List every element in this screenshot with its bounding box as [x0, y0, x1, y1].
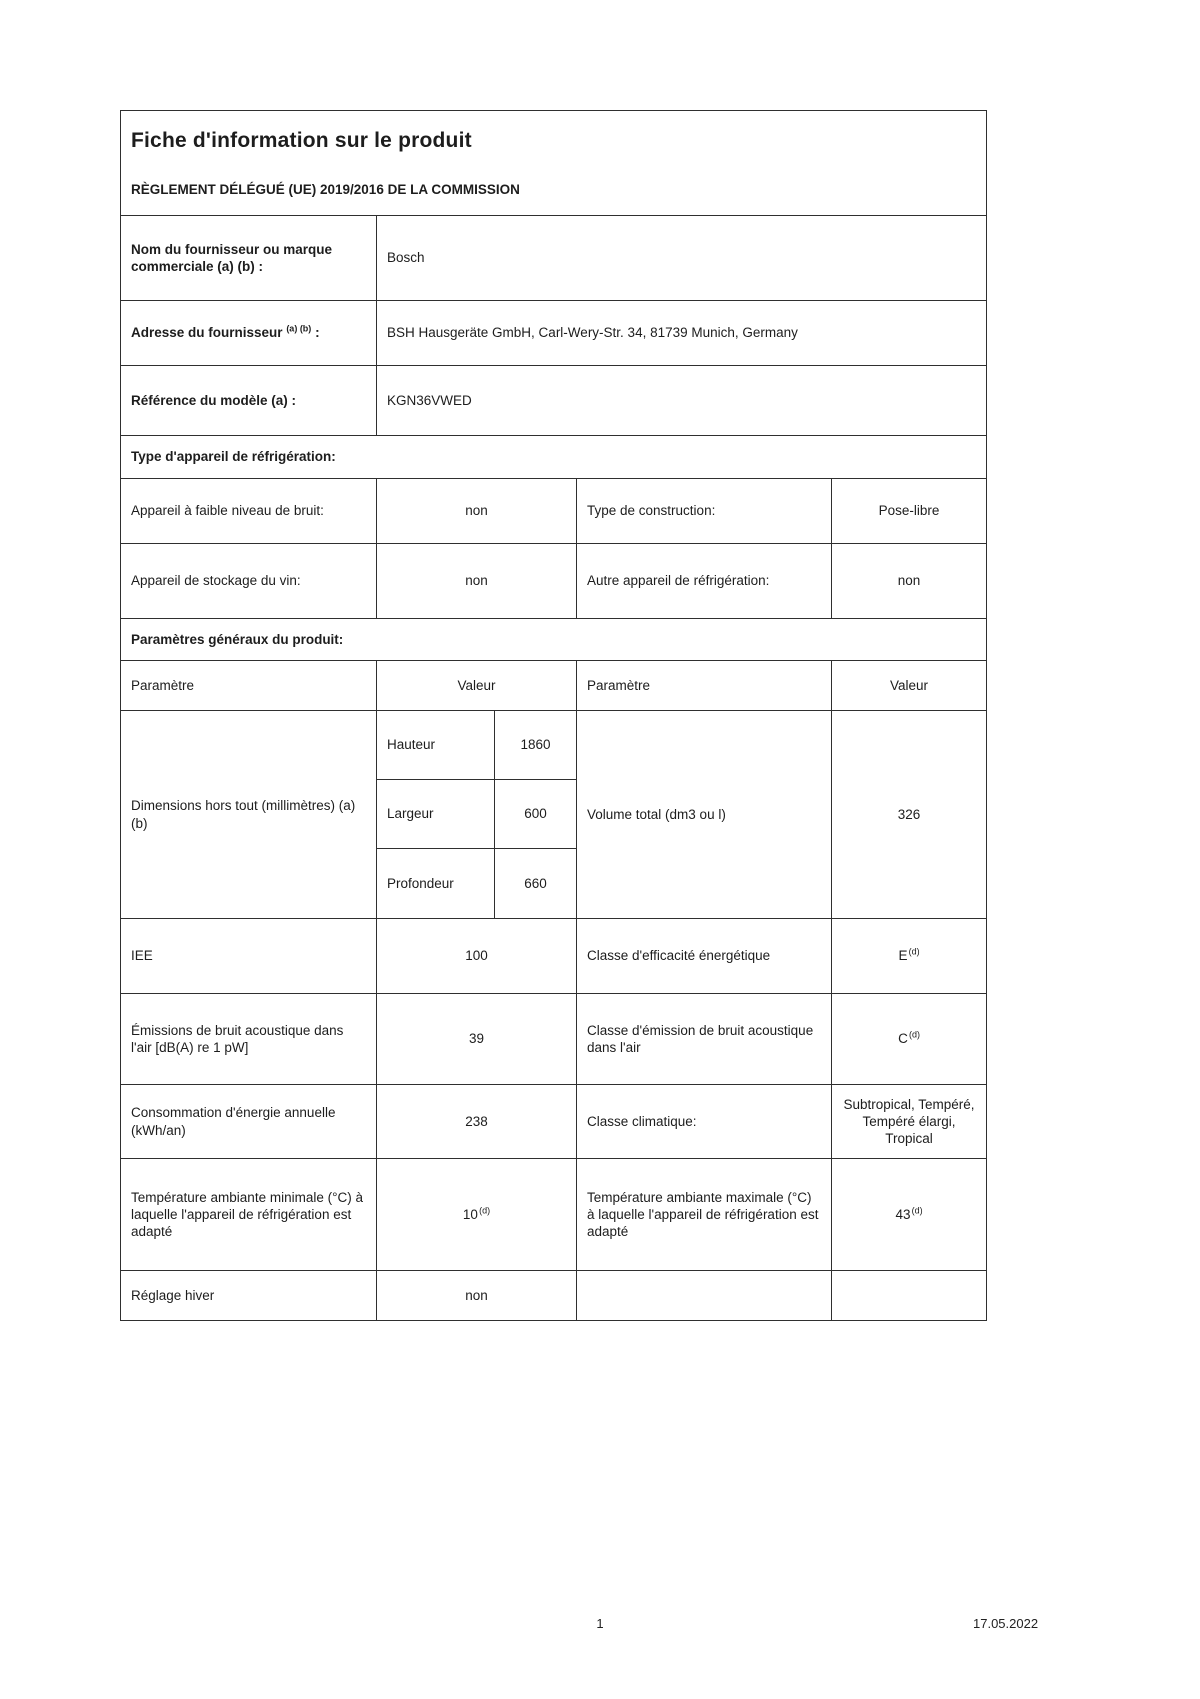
param-header-1: Paramètre	[121, 661, 377, 711]
low-noise-value: non	[377, 479, 577, 544]
width-value: 600	[495, 780, 577, 849]
page-subtitle: RÈGLEMENT DÉLÉGUÉ (UE) 2019/2016 DE LA COMMISSION	[131, 181, 520, 197]
climate-class-value: Subtropical, Tempéré, Tempéré élargi, Tropical	[832, 1085, 987, 1159]
noise-label: Émissions de bruit acoustique dans l'air [dB(A) re 1 pW]	[121, 994, 377, 1085]
depth-value: 660	[495, 849, 577, 919]
empty-cell-1	[577, 1271, 832, 1321]
product-fiche-table	[120, 110, 987, 1321]
address-footnote: (a) (b)	[286, 323, 312, 334]
low-noise-label: Appareil à faible niveau de bruit:	[121, 479, 377, 544]
other-appliance-label: Autre appareil de réfrigération:	[577, 544, 832, 619]
section-general-header: Paramètres généraux du produit:	[121, 619, 987, 661]
noise-class-value: C $^{(d)}$	[832, 994, 987, 1085]
width-label: Largeur	[377, 780, 495, 849]
model-value: KGN36VWED	[377, 366, 987, 436]
energy-class-footnote: (d)	[908, 946, 920, 957]
max-temp-label: Température ambiante maximale (°C) à laquelle l'appareil de réfrigération est adapté	[577, 1159, 832, 1271]
iee-label: IEE	[121, 919, 377, 994]
min-temp-value: 10 $^{(d)}$	[377, 1159, 577, 1271]
max-temp-value: 43 $^{(d)}$	[832, 1159, 987, 1271]
energy-class-value: E $^{(d)}$	[832, 919, 987, 994]
climate-class-label: Classe climatique:	[577, 1085, 832, 1159]
page-title: Fiche d'information sur le produit	[131, 128, 472, 152]
energy-class-label: Classe d'efficacité énergétique	[577, 919, 832, 994]
value-header-2: Valeur	[832, 661, 987, 711]
empty-cell-2	[832, 1271, 987, 1321]
noise-value: 39	[377, 994, 577, 1085]
winter-setting-value: non	[377, 1271, 577, 1321]
model-label: Référence du modèle (a) :	[121, 366, 377, 436]
wine-storage-value: non	[377, 544, 577, 619]
param-header-2: Paramètre	[577, 661, 832, 711]
min-temp-label: Température ambiante minimale (°C) à laquelle l'appareil de réfrigération est adapté	[121, 1159, 377, 1271]
height-value: 1860	[495, 711, 577, 780]
other-appliance-value: non	[832, 544, 987, 619]
annual-energy-value: 238	[377, 1085, 577, 1159]
height-label: Hauteur	[377, 711, 495, 780]
total-volume-value: 326	[832, 711, 987, 919]
noise-class-label: Classe d'émission de bruit acoustique dans l'air	[577, 994, 832, 1085]
footer-date: 17.05.2022	[973, 1616, 1039, 1631]
wine-storage-label: Appareil de stockage du vin:	[121, 544, 377, 619]
supplier-label: Nom du fournisseur ou marque commerciale (a) (b) :	[121, 216, 377, 301]
winter-setting-label: Réglage hiver	[121, 1271, 377, 1321]
section-type-header: Type d'appareil de réfrigération:	[121, 436, 987, 479]
min-temp-footnote: (d)	[479, 1205, 491, 1216]
page-number: 1	[596, 1616, 604, 1631]
dimensions-label: Dimensions hors tout (millimètres) (a) (b)	[121, 711, 377, 919]
total-volume-label: Volume total (dm3 ou l)	[577, 711, 832, 919]
noise-class-footnote: (d)	[908, 1029, 920, 1040]
value-header-1: Valeur	[377, 661, 577, 711]
construction-type-value: Pose-libre	[832, 479, 987, 544]
address-value: BSH Hausgeräte GmbH, Carl-Wery-Str. 34, 81739 Munich, Germany	[377, 301, 987, 366]
title-block	[121, 111, 987, 216]
address-label: Adresse du fournisseur $^{(a) (b)}$ :	[121, 301, 377, 366]
annual-energy-label: Consommation d'énergie annuelle (kWh/an)	[121, 1085, 377, 1159]
iee-value: 100	[377, 919, 577, 994]
supplier-value: Bosch	[377, 216, 987, 301]
depth-label: Profondeur	[377, 849, 495, 919]
construction-type-label: Type de construction:	[577, 479, 832, 544]
max-temp-footnote: (d)	[911, 1205, 923, 1216]
